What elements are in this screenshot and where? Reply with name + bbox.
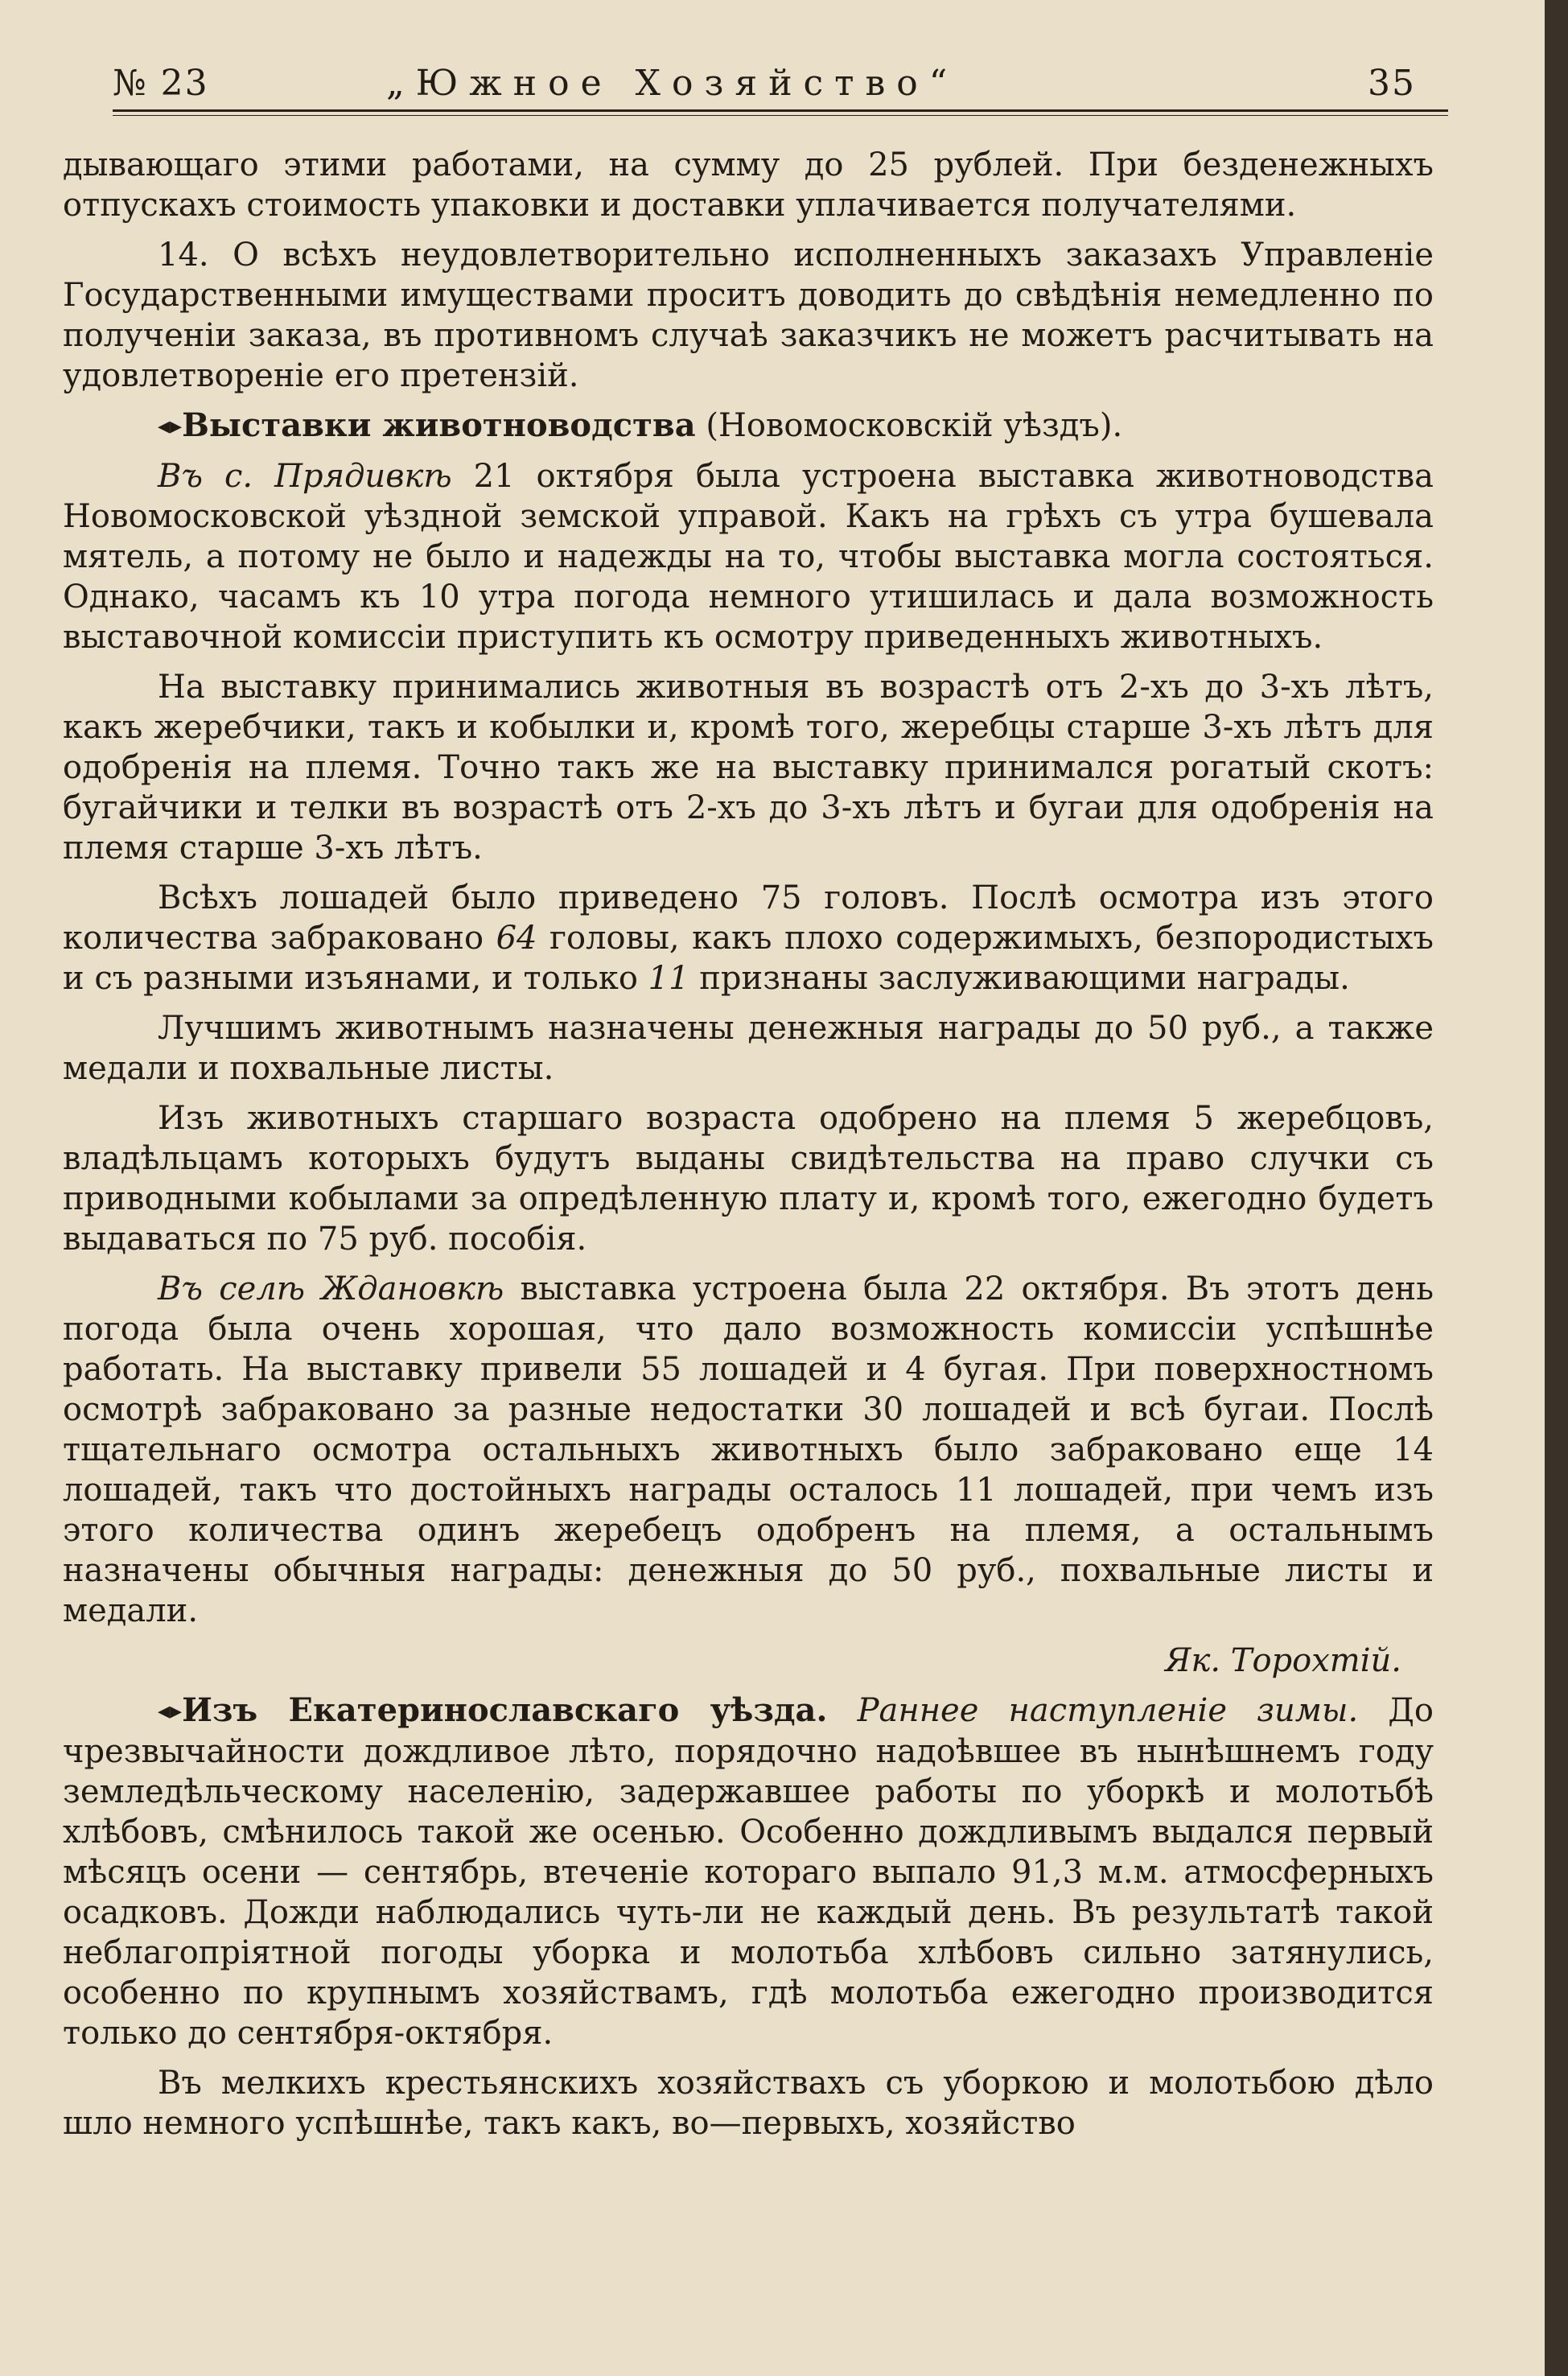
header-rule-thin (113, 115, 1448, 116)
article-body (63, 145, 1434, 2153)
number-rejected: 64 (496, 920, 537, 957)
running-header (113, 63, 1416, 111)
paragraph-awards: Лучшимъ животнымъ назначены денежныя награды до 50 руб., а также медали и похвальные листы. (63, 1010, 1434, 1087)
paragraph-item-14: 14. О всѣхъ неудовлетворительно исполненныхъ заказахъ Управленіе Государственными имуществами проситъ доводить до свѣдѣнія немедленно по полученіи заказа, въ противномъ случаѣ заказчикъ не можетъ расчитывать на удовлетвореніе его претензій. (63, 237, 1434, 394)
section-heading-ekaterinoslav (63, 1690, 1434, 2053)
paragraph-admission: На выставку принимались животныя въ возрастѣ отъ 2-хъ до 3-хъ лѣтъ, какъ жеребчики, такъ и кобылки и, кромѣ того, жеребцы старше 3-хъ лѣтъ для одобренія на племя. Точно такъ же на выставку принимался рогатый скотъ: бугайчики и телки въ возрастѣ отъ 2-хъ до 3-хъ лѣтъ и бугаи для одобренія на племя старше 3-хъ лѣтъ. (63, 669, 1434, 867)
journal-title: „Южное Хозяйство“ (386, 63, 959, 104)
paragraph-text: признаны заслуживающими награды. (689, 960, 1350, 997)
section-subtitle: Раннее наступленіе зимы. (827, 1692, 1359, 1729)
section-heading-livestock (63, 406, 1434, 447)
section-title: Изъ Екатеринославскаго уѣзда. (182, 1691, 828, 1729)
paragraph-horses-count (63, 878, 1434, 999)
place-name: Въ с. Прядивкѣ (158, 458, 452, 495)
paragraph-pryadivka (63, 456, 1434, 657)
header-rule (113, 109, 1448, 112)
paragraph-text: головы, какъ плохо содержимыхъ, безпородистыхъ и съ разными изъянами, и только (63, 920, 1434, 997)
paragraph-zhdanovka (63, 1269, 1434, 1631)
place-name: Въ селѣ Ждановкѣ (158, 1270, 504, 1307)
section-title: Выставки животноводства (182, 406, 696, 444)
paragraph-text: 21 октября была устроена выставка животноводства Новомосковской уѣздной земской управой. Какъ на грѣхъ съ утра бушевала мятель, а потому не было и надежды на то, чтобы выставка могла состояться. Однако, часамъ къ 10 утра погода немного утишилась и дала возможность выставочной комиссіи приступить къ осмотру приведенныхъ животныхъ. (63, 458, 1434, 656)
number-awarded: 11 (648, 960, 689, 997)
section-marker-icon: ◂▸ (158, 1697, 183, 1725)
paragraph-small-farms: Въ мелкихъ крестьянскихъ хозяйствахъ съ уборкою и молотьбою дѣло шло немного успѣшнѣе, такъ какъ, во—первыхъ, хозяйство (63, 2065, 1434, 2142)
author-signature: Як. Торохтій. (1165, 1642, 1401, 1679)
section-region: (Новомосковскій уѣздъ). (695, 407, 1123, 444)
page-number: 35 (1368, 63, 1416, 104)
paragraph-continued: дывающаго этими работами, на сумму до 25 рублей. При безденежныхъ отпускахъ стоимость упаковки и доставки уплачивается получателями. (63, 146, 1434, 224)
paragraph-stallions: Изъ животныхъ старшаго возраста одобрено на племя 5 жеребцовъ, владѣльцамъ которыхъ будутъ выданы свидѣтельства на право случки съ приводными кобылами за опредѣленную плату и, кромѣ того, ежегодно будетъ выдаваться по 75 руб. пособія. (63, 1100, 1434, 1258)
section-marker-icon: ◂▸ (158, 412, 183, 440)
issue-number: № 23 (113, 63, 209, 104)
paragraph-text: выставка устроена была 22 октября. Въ этотъ день погода была очень хорошая, что дало возможность комиссіи успѣшнѣе работать. На выставку привели 55 лошадей и 4 бугая. При поверхностномъ осмотрѣ забраковано за разные недостатки 30 лошадей и всѣ бугаи. Послѣ тщательнаго осмотра остальныхъ животныхъ было забраковано еще 14 лошадей, такъ что достойныхъ награды осталось 11 лошадей, при чемъ изъ этого количества одинъ жеребецъ одобренъ на племя, а остальнымъ назначены обычныя награды: денежныя до 50 руб., похвальные листы и медали. (63, 1270, 1434, 1629)
paragraph-text: До чрезвычайности дождливое лѣто, порядочно надоѣвшее въ нынѣшнемъ году земледѣльческому населенію, задержавшее работы по уборкѣ и молотьбѣ хлѣбовъ, смѣнилось такой же осенью. Особенно дождливымъ выдался первый мѣсяцъ осени — сентябрь, втеченіе котораго выпало 91,3 м.м. атмосферныхъ осадковъ. Дожди наблюдались чуть-ли не каждый день. Въ результатѣ такой неблагопріятной погоды уборка и молотьба хлѣбовъ сильно затянулись, особенно по крупнымъ хозяйствамъ, гдѣ молотьба ежегодно производится только до сентября-октября. (63, 1692, 1434, 2052)
paragraph-text: Всѣхъ лошадей было приведено 75 головъ. Послѣ осмотра изъ этого количества забраковано (63, 879, 1434, 957)
